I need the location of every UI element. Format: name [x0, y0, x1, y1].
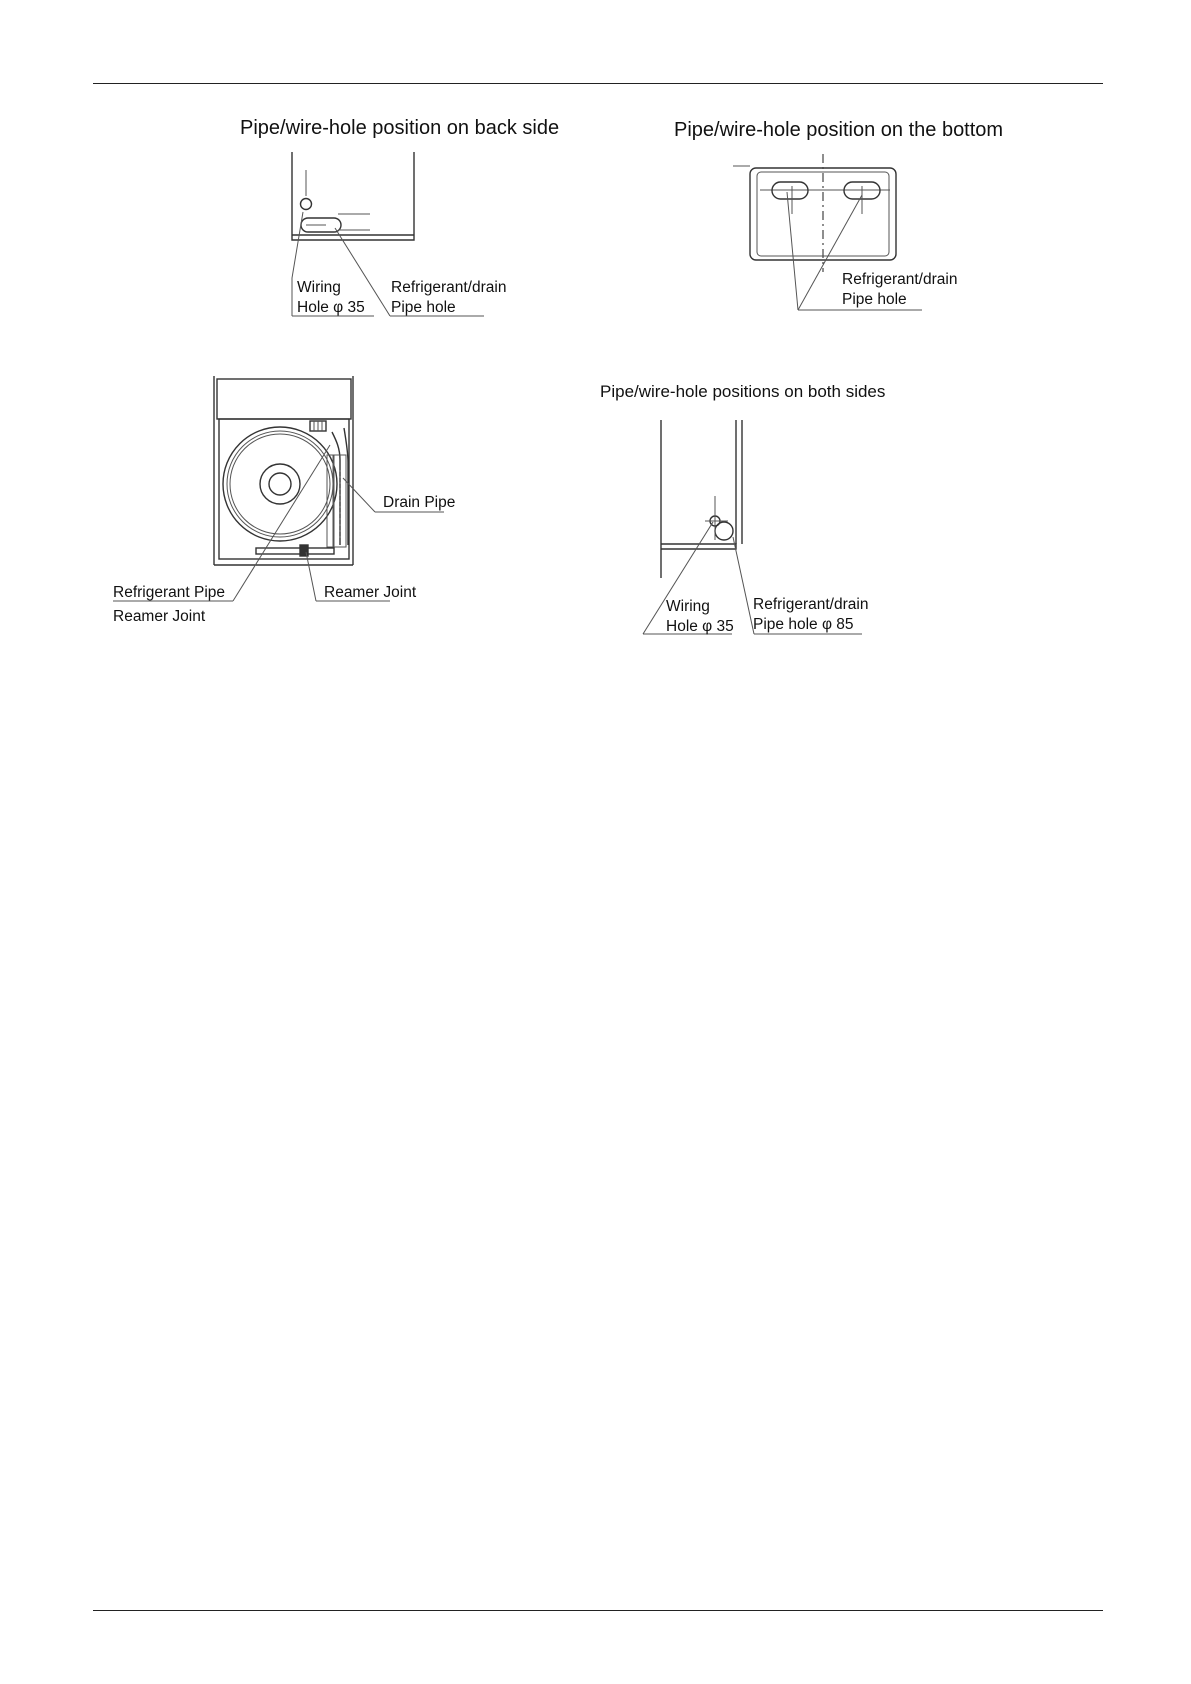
reamer-joint-left-label: Reamer Joint [113, 608, 206, 625]
back-pipe-label-1: Refrigerant/drain [391, 279, 507, 296]
side-wiring-label-1: Wiring [666, 598, 710, 615]
reamer-joint-right-label: Reamer Joint [324, 584, 417, 601]
fan-ring-outer [223, 427, 337, 541]
bottom-pipe-label-1: Refrigerant/drain [842, 271, 958, 288]
back-pipe-label-2: Pipe hole [391, 299, 456, 316]
figure-title-bottom: Pipe/wire-hole position on the bottom [674, 119, 1004, 141]
figure-title-both-sides: Pipe/wire-hole positions on both sides [600, 382, 886, 401]
fan-hub [260, 464, 300, 504]
bottom-pipe-label-2: Pipe hole [842, 291, 907, 308]
wiring-hole-icon [301, 199, 312, 210]
side-pipe-label-2: Pipe hole φ 85 [753, 616, 854, 633]
interior-top-panel [217, 379, 351, 419]
side-pipe-hole-icon [715, 522, 733, 540]
refrigerant-pipe-label: Refrigerant Pipe [113, 584, 226, 601]
figure-both-sides [600, 382, 885, 635]
drain-tray [256, 548, 334, 554]
side-pipe-label-1: Refrigerant/drain [753, 596, 869, 613]
back-wiring-label-2: Hole φ 35 [297, 299, 365, 316]
figure-back-side [240, 117, 559, 316]
side-wiring-label-2: Hole φ 35 [666, 618, 734, 635]
back-wiring-label-1: Wiring [297, 279, 341, 296]
drain-pipe-label: Drain Pipe [383, 494, 456, 511]
figure-interior [113, 376, 455, 625]
back-side-unit-outline [292, 152, 414, 240]
figure-bottom [674, 119, 1003, 310]
figure-title-back-side: Pipe/wire-hole position on back side [240, 117, 560, 139]
